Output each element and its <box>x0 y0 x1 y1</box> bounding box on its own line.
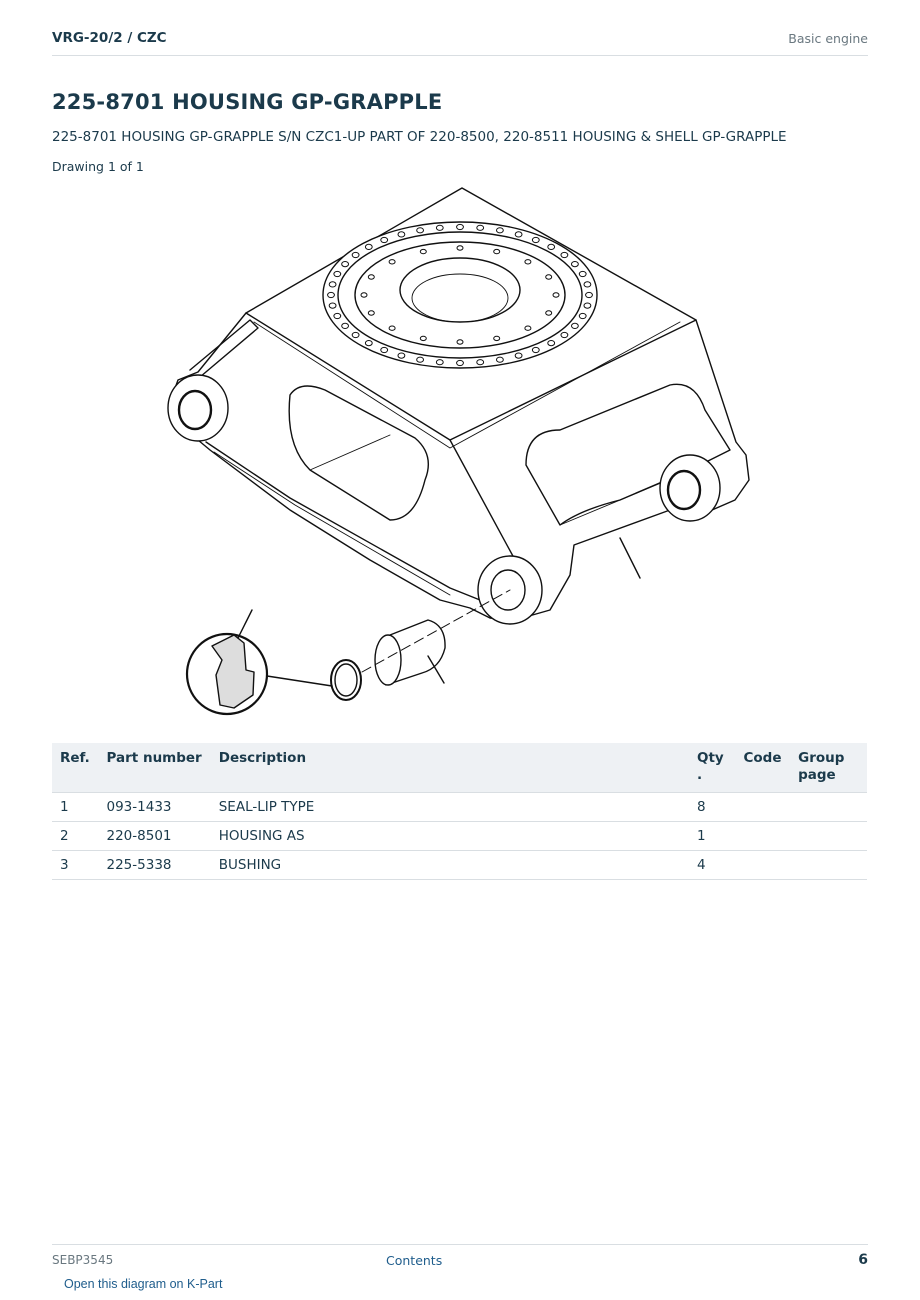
cell-qty: 4 <box>689 851 736 880</box>
bolt-hole <box>497 228 504 233</box>
bolt-hole <box>457 224 464 229</box>
bolt-hole <box>548 341 555 346</box>
col-group-page: Group page <box>790 743 867 793</box>
bolt-hole <box>532 237 539 242</box>
bolt-hole <box>532 347 539 352</box>
open-in-kpart-link[interactable]: Open this diagram on K-Part <box>64 1277 223 1291</box>
bolt-hole <box>334 313 341 318</box>
bolt-hole <box>398 232 405 237</box>
bolt-hole <box>417 357 424 362</box>
bolt-hole <box>420 249 426 253</box>
col-description: Description <box>211 743 689 793</box>
leader-ref-2 <box>620 538 640 578</box>
page-number: 6 <box>858 1252 868 1268</box>
bolt-hole <box>381 347 388 352</box>
leader-ref-1 <box>238 610 252 638</box>
table-row[interactable] <box>52 822 867 851</box>
bushing-face <box>375 635 401 685</box>
bolt-hole <box>584 282 591 287</box>
bolt-hole <box>381 237 388 242</box>
cell-qty: 1 <box>689 822 736 851</box>
cell-code <box>736 822 791 851</box>
bolt-hole <box>436 360 443 365</box>
parts-diagram[interactable] <box>150 180 770 725</box>
bolt-hole <box>398 353 405 358</box>
cell-description: BUSHING <box>211 851 689 880</box>
bolt-hole <box>546 275 552 279</box>
center-bore <box>400 258 520 322</box>
page-header <box>52 28 868 56</box>
bolt-hole <box>494 249 500 253</box>
bolt-hole <box>561 252 568 257</box>
model-label: VRG-20/2 / CZC <box>52 30 167 46</box>
cell-code <box>736 851 791 880</box>
bolt-hole <box>352 252 359 257</box>
section-label: Basic engine <box>788 31 868 46</box>
bolt-hole <box>417 228 424 233</box>
cell-group-page <box>790 851 867 880</box>
right-lug-bore <box>668 471 700 509</box>
page-title: 225-8701 HOUSING GP-GRAPPLE <box>52 90 443 114</box>
bolt-hole <box>494 336 500 340</box>
cell-group-page <box>790 793 867 822</box>
bolt-hole <box>361 293 367 297</box>
bolt-hole <box>579 313 586 318</box>
bolt-hole <box>477 225 484 230</box>
cell-description: SEAL-LIP TYPE <box>211 793 689 822</box>
bolt-hole <box>342 262 349 267</box>
leader-detail <box>267 676 332 686</box>
bolt-hole <box>525 326 531 330</box>
col-part-number: Part number <box>99 743 211 793</box>
bolt-hole <box>389 326 395 330</box>
drawing-count: Drawing 1 of 1 <box>52 159 144 174</box>
bolt-hole <box>546 311 552 315</box>
table-row[interactable] <box>52 851 867 880</box>
col-ref: Ref. <box>52 743 99 793</box>
bolt-hole <box>515 353 522 358</box>
bolt-hole <box>457 246 463 250</box>
bolt-hole <box>352 332 359 337</box>
page-subtitle: 225-8701 HOUSING GP-GRAPPLE S/N CZC1-UP PART OF 220-8500, 220-8511 HOUSING & SHELL GP-GRAPPLE <box>52 129 787 145</box>
cell-description: HOUSING AS <box>211 822 689 851</box>
bolt-hole <box>515 232 522 237</box>
cell-part-number: 093-1433 <box>99 793 211 822</box>
bolt-hole <box>365 244 372 249</box>
bolt-hole <box>436 225 443 230</box>
col-code: Code <box>736 743 791 793</box>
cell-ref: 1 <box>52 793 99 822</box>
bolt-hole <box>561 332 568 337</box>
cell-code <box>736 793 791 822</box>
table-header-row <box>52 743 867 793</box>
document-id: SEBP3545 <box>52 1253 114 1267</box>
bolt-hole <box>579 271 586 276</box>
cell-qty: 8 <box>689 793 736 822</box>
footer-divider <box>52 1244 868 1245</box>
bolt-hole <box>368 311 374 315</box>
cell-group-page <box>790 822 867 851</box>
bolt-hole <box>334 271 341 276</box>
bolt-hole <box>420 336 426 340</box>
bolt-hole <box>584 303 591 308</box>
left-lug-bore <box>179 391 211 429</box>
cell-ref: 3 <box>52 851 99 880</box>
table-row[interactable] <box>52 793 867 822</box>
contents-link[interactable]: Contents <box>386 1253 443 1268</box>
bolt-hole <box>457 340 463 344</box>
bolt-hole <box>365 341 372 346</box>
bolt-hole <box>329 303 336 308</box>
bolt-hole <box>497 357 504 362</box>
bolt-hole <box>328 292 335 297</box>
bolt-hole <box>525 260 531 264</box>
front-lug-bore <box>491 570 525 610</box>
col-qty: Qty . <box>689 743 736 793</box>
cell-part-number: 220-8501 <box>99 822 211 851</box>
bolt-hole <box>457 360 464 365</box>
cell-ref: 2 <box>52 822 99 851</box>
cell-part-number: 225-5338 <box>99 851 211 880</box>
bolt-hole <box>572 262 579 267</box>
bolt-hole <box>586 292 593 297</box>
bolt-hole <box>572 323 579 328</box>
bolt-hole <box>477 360 484 365</box>
bolt-hole <box>389 260 395 264</box>
bolt-hole <box>329 282 336 287</box>
parts-table <box>52 743 867 880</box>
bolt-hole <box>342 323 349 328</box>
bolt-hole <box>548 244 555 249</box>
bolt-hole <box>553 293 559 297</box>
bolt-hole <box>368 275 374 279</box>
